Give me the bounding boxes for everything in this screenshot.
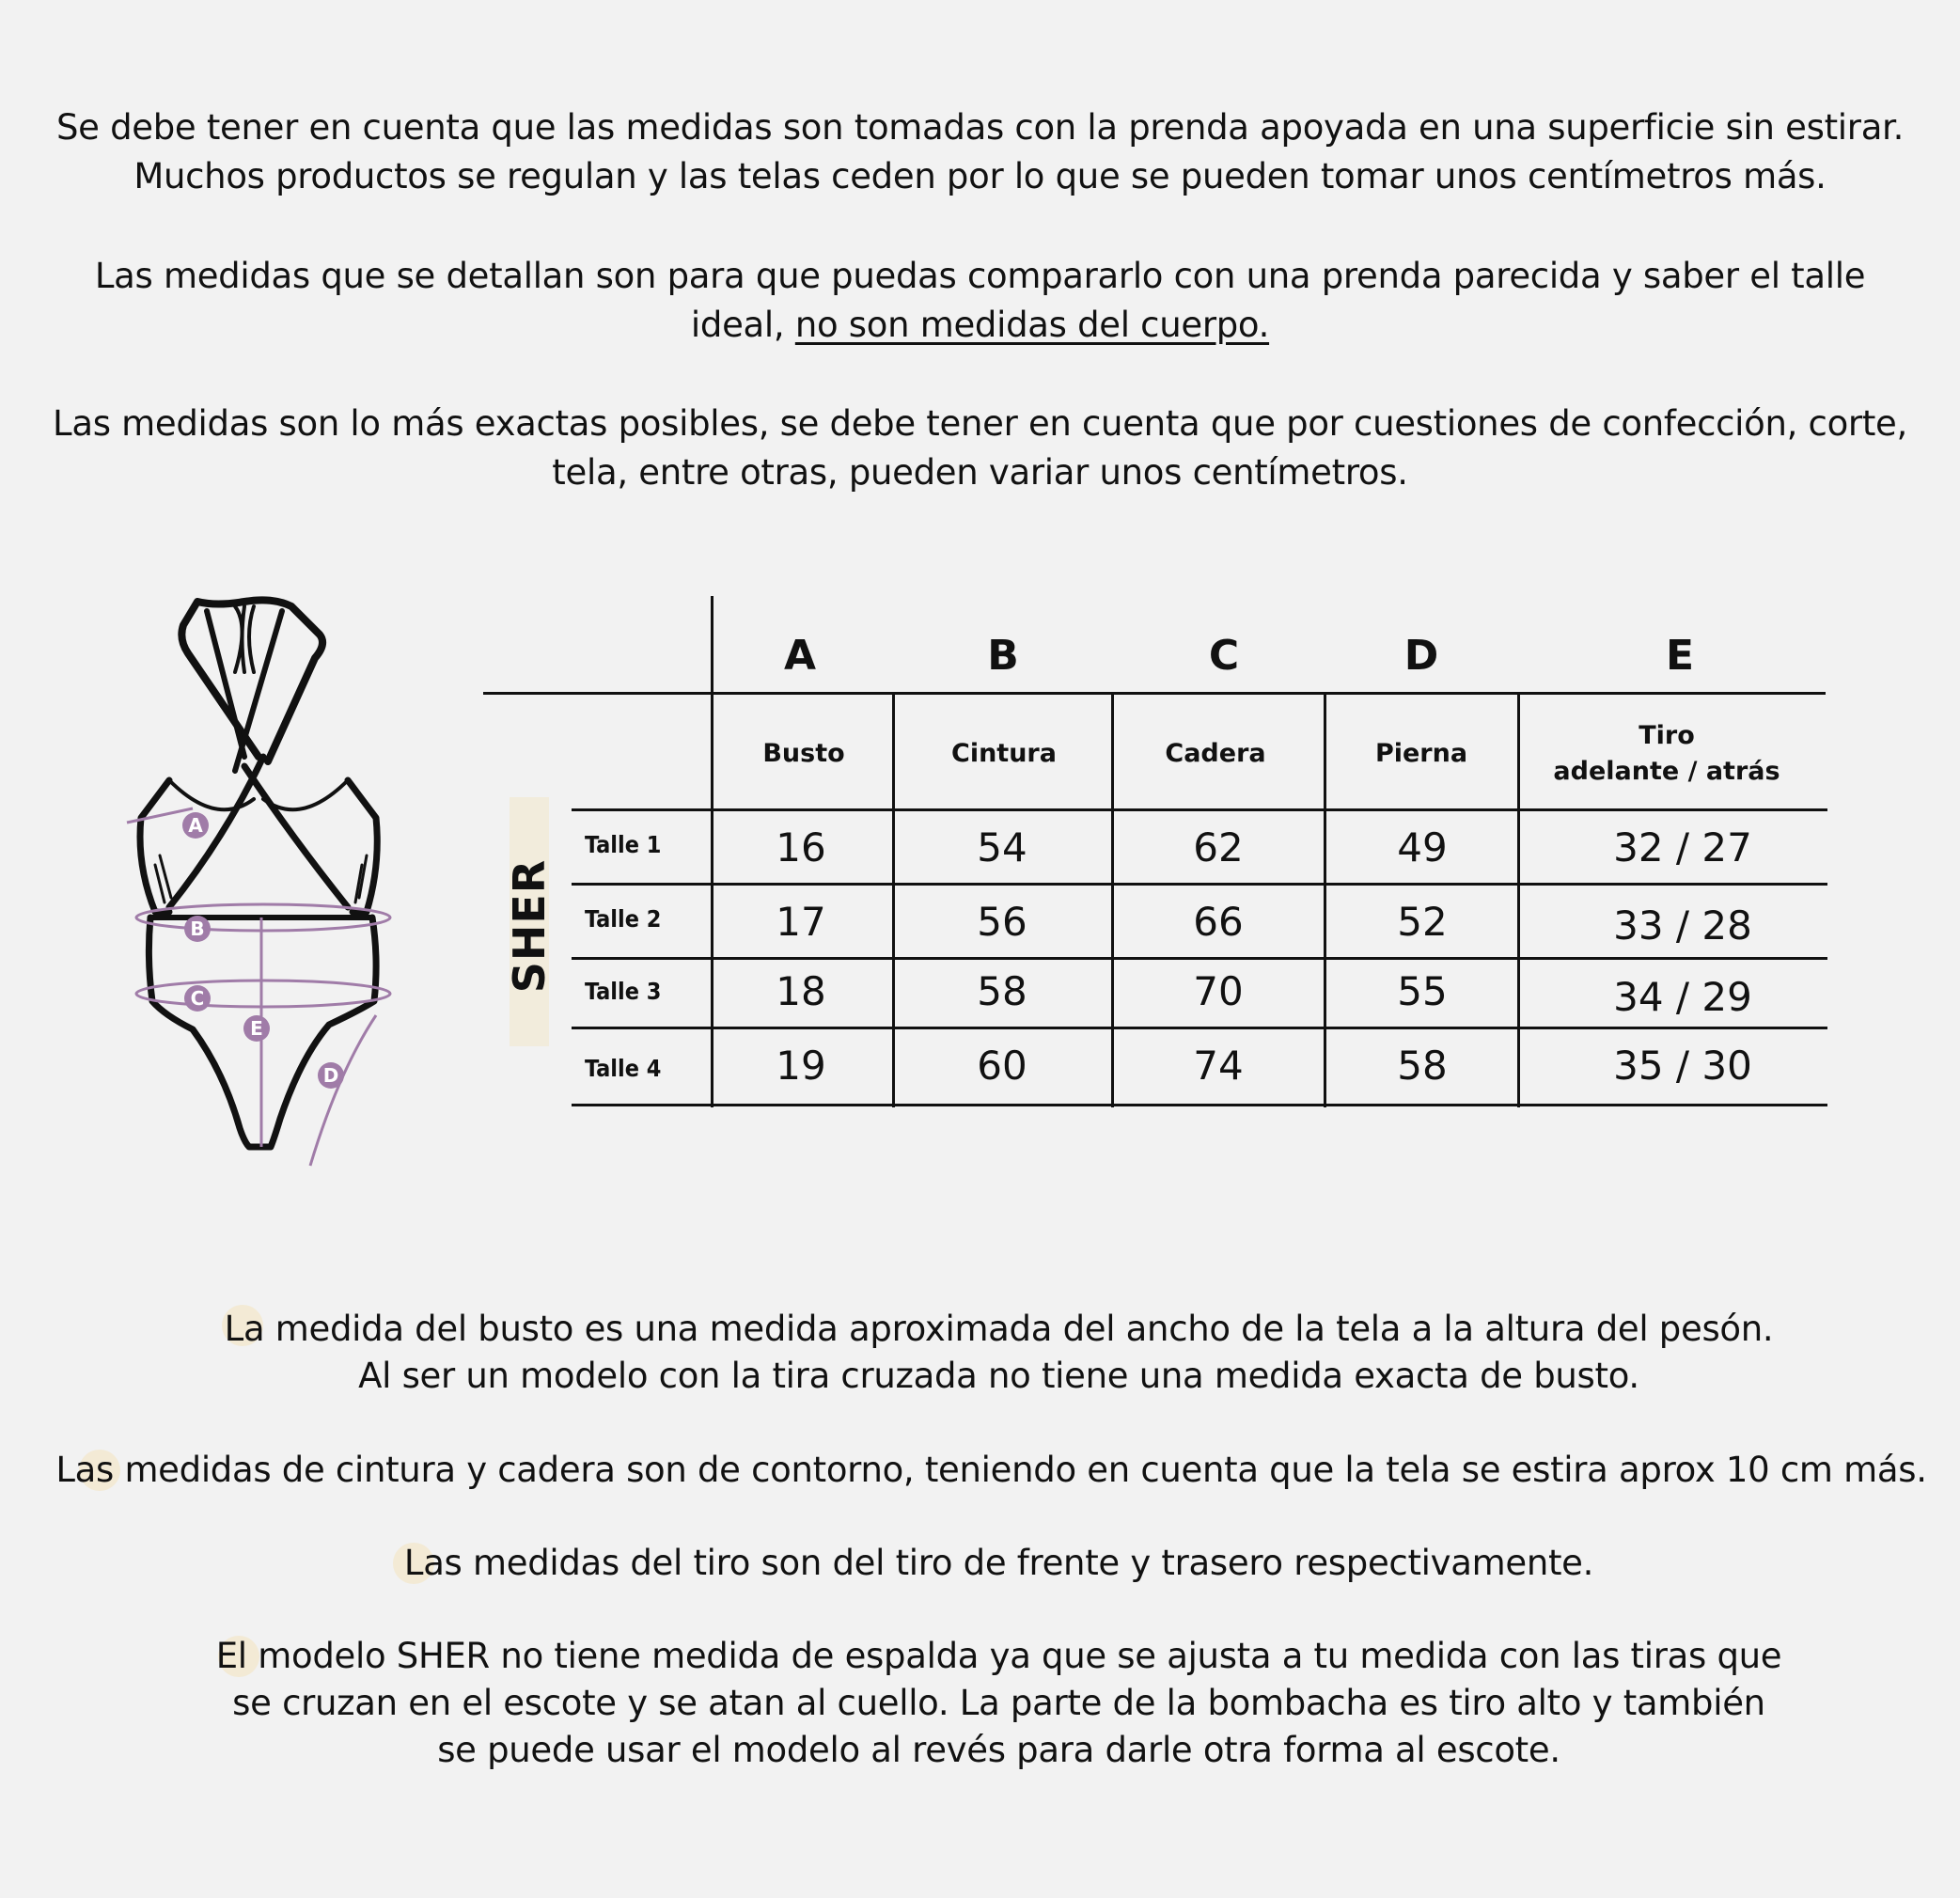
row-label-talle-1: Talle 1 [585,831,662,858]
note-line: La medida del busto es una medida aproximada del ancho de la tela a la altura del pesón. [224,1309,1774,1349]
cell-talle-4-cadera: 74 [1193,1043,1244,1089]
note-tiro [56,1540,1941,1587]
row-label-talle-3: Talle 3 [585,978,662,1005]
cell-talle-1-cadera: 62 [1193,824,1244,871]
cell-talle-3-pierna: 55 [1397,968,1448,1014]
cell-talle-3-cadera: 70 [1193,968,1244,1014]
cell-talle-4-pierna: 58 [1397,1043,1448,1089]
intro-line: Las medidas son lo más exactas posibles, se debe tener en cuenta que por cuestiones de confección, corte, [53,403,1907,444]
column-name-tiro [1516,718,1817,790]
row-label-talle-4: Talle 4 [585,1055,662,1082]
note-line: se cruzan en el escote y se atan al cuello. La parte de la bombacha es tiro alto y también [232,1683,1765,1723]
column-name-cintura: Cintura [951,739,1057,768]
intro-line: Muchos productos se regulan y las telas ceden por lo que se pueden tomar unos centímetros más. [133,156,1827,196]
tiro-line-1: Tiro [1639,721,1695,750]
cell-talle-3-cintura: 58 [977,968,1027,1014]
marker-c: C [190,987,205,1010]
tiro-line-2: adelante / atrás [1553,757,1780,786]
table-hline [572,1027,1827,1029]
note-line: El modelo SHER no tiene medida de espalda ya que se ajusta a tu medida con las tiras que [215,1636,1782,1676]
note-line: Las medidas del tiro son del tiro de frente y trasero respectivamente. [403,1543,1594,1583]
note-line: Al ser un modelo con la tira cruzada no tiene una medida exacta de busto. [358,1356,1639,1396]
table-hline [483,692,1826,695]
column-letter-b: B [987,632,1019,680]
marker-b: B [190,918,205,940]
table-hline [572,883,1827,886]
cell-talle-3-tiro: 34 / 29 [1613,974,1752,1020]
cell-talle-2-pierna: 52 [1397,899,1448,945]
note-modelo-sher [56,1633,1941,1774]
table-hline [572,808,1827,811]
intro-line: Se debe tener en cuenta que las medidas son tomadas con la prenda apoyada en una superficie sin estirar. [55,107,1905,148]
cell-talle-1-busto: 16 [776,824,826,871]
cell-talle-2-cadera: 66 [1193,899,1244,945]
swimsuit-diagram [113,583,414,1194]
cell-talle-1-pierna: 49 [1397,824,1448,871]
cell-talle-4-busto: 19 [776,1043,826,1089]
note-line: se puede usar el modelo al revés para darle otra forma al escote. [437,1730,1560,1770]
cell-talle-1-cintura: 54 [977,824,1027,871]
note-busto [56,1306,1941,1400]
intro-line: tela, entre otras, pueden variar unos centímetros. [552,452,1408,493]
note-cintura-cadera [49,1447,1934,1494]
intro-paragraph-2 [38,252,1922,350]
column-letter-d: D [1403,632,1439,680]
intro-paragraph-3 [38,400,1922,497]
column-letter-c: C [1208,632,1240,680]
cell-talle-2-cintura: 56 [977,899,1027,945]
table-hline [572,1104,1827,1106]
column-name-cadera: Cadera [1165,739,1266,768]
marker-e: E [250,1017,263,1040]
row-label-talle-2: Talle 2 [585,905,662,933]
intro-paragraph-1 [38,103,1922,201]
underlined-disclaimer: no son medidas del cuerpo. [794,305,1270,345]
cell-talle-4-tiro: 35 / 30 [1613,1043,1752,1089]
column-letter-a: A [783,632,817,680]
column-name-pierna: Pierna [1374,739,1468,768]
cell-talle-2-busto: 17 [776,899,826,945]
model-name: SHER [504,858,555,994]
intro-line: ideal, [690,305,795,345]
cell-talle-2-tiro: 33 / 28 [1613,902,1752,949]
table-hline [572,957,1827,960]
column-letter-e: E [1665,632,1695,680]
cell-talle-3-busto: 18 [776,968,826,1014]
intro-line: Las medidas que se detallan son para que puedas compararlo con una prenda parecida y saber el talle [94,256,1866,296]
cell-talle-1-tiro: 32 / 27 [1613,824,1752,871]
column-name-busto: Busto [762,739,845,768]
marker-a: A [188,814,203,837]
marker-d: D [322,1064,339,1087]
note-line: Las medidas de cintura y cadera son de contorno, teniendo en cuenta que la tela se estira aprox 10 cm más. [55,1450,1927,1490]
cell-talle-4-cintura: 60 [977,1043,1027,1089]
